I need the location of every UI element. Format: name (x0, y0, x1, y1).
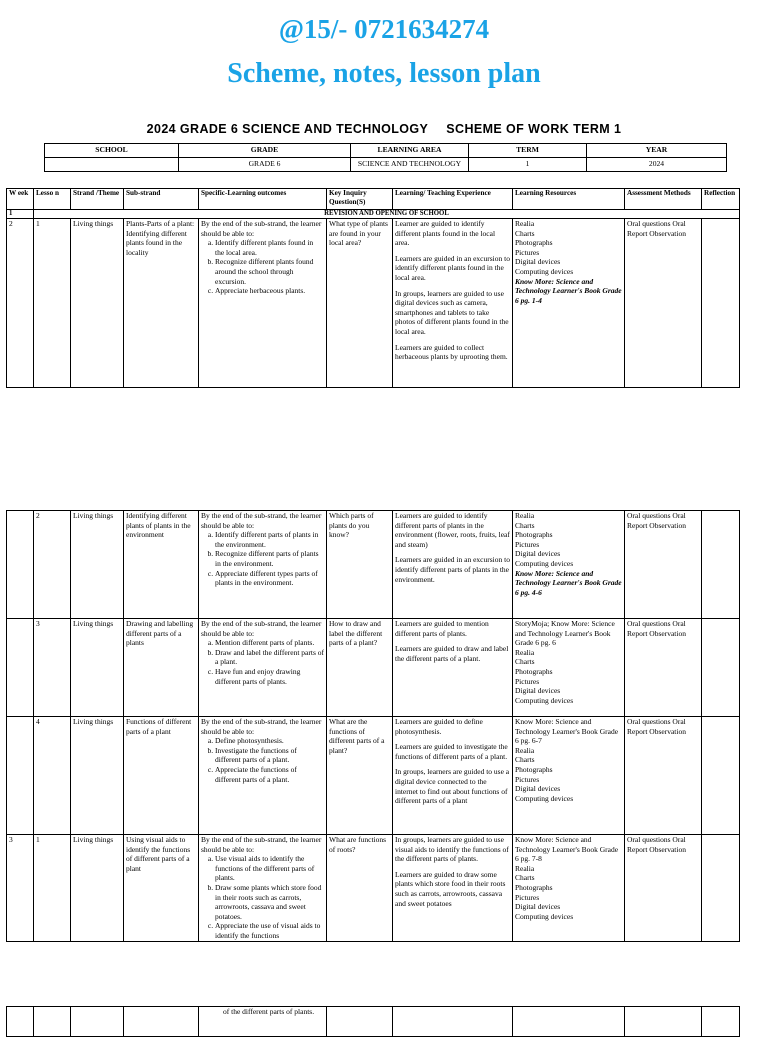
resource-item: Digital devices (515, 257, 561, 267)
cell-reflection (702, 717, 740, 835)
resource-item: Know More: Science and Technology Learner's Book Grade 6 pg. 7-8 (515, 835, 619, 864)
cell-reflection (702, 835, 740, 942)
resource-book: Know More: Science and Technology Learner's Book Grade 6 pg. 4-6 (515, 568, 622, 597)
resource-item: Pictures (515, 539, 540, 549)
header-strand: Strand /Theme (71, 189, 124, 210)
cell-assessment: Oral questions Oral Report Observation (625, 717, 702, 835)
cell-resources (513, 219, 625, 388)
outcome-intro: By the end of the sub-strand, the learner should be able to: (201, 717, 322, 736)
experience-item: Learners are guided to mention different parts of plants. (395, 619, 489, 638)
cell-resources (513, 717, 625, 835)
revision-week: 1 (7, 210, 34, 219)
resource-item: Digital devices (515, 686, 561, 696)
cell-lesson: 4 (34, 717, 71, 835)
outcome-item: b. Draw and label the different parts of a plant. (215, 648, 324, 667)
cell-substrand: Identifying different plants of plants in the environment (124, 511, 199, 619)
info-value-row (45, 158, 727, 172)
outcome-list (201, 238, 324, 296)
cell-assessment: Oral questions Oral Report Observation (625, 219, 702, 388)
outcome-item: b. Recognize different plants found around the school through excursion. (215, 257, 324, 286)
cell-outcomes (199, 717, 327, 835)
outcome-intro: By the end of the sub-strand, the learner should be able to: (201, 835, 322, 854)
experience-item: Learners are guided in an excursion to identify different plants found in the local area. (395, 253, 510, 282)
experience-item: Learners are guided to draw some plants which store food in their roots such as carrots, arrowroots, cassava and sweet potatoes (395, 869, 506, 908)
outcome-item: c. Appreciate different types parts of plants in the environment. (215, 569, 324, 588)
info-header-cell: SCHOOL (45, 144, 179, 158)
revision-row (7, 210, 740, 219)
cell-lesson: 1 (34, 219, 71, 388)
resource-book: Know More: Science and Technology Learner's Book Grade 6 pg. 1-4 (515, 276, 622, 305)
cell-resources (513, 619, 625, 717)
resource-item: Computing devices (515, 695, 574, 705)
resource-item: Digital devices (515, 902, 561, 912)
resource-item: Computing devices (515, 266, 574, 276)
resource-item: Realia (515, 863, 535, 873)
info-value-cell: 1 (469, 158, 587, 172)
outcome-list (201, 736, 324, 784)
cell-reflection (702, 219, 740, 388)
header-week: W eek (7, 189, 34, 210)
cell-week: 2 (7, 219, 34, 388)
info-value-cell (45, 158, 179, 172)
scheme-row (7, 717, 740, 835)
cell-strand: Living things (71, 511, 124, 619)
scheme-row (7, 219, 740, 388)
info-header-cell: YEAR (587, 144, 727, 158)
cell-outcomes (199, 835, 327, 942)
outcome-item: c. Have fun and enjoy drawing different parts of plants. (215, 667, 324, 686)
outcome-list (201, 638, 324, 686)
cell-lesson: 1 (34, 835, 71, 942)
cell-strand: Living things (71, 219, 124, 388)
header-resources: Learning Resources (513, 189, 625, 210)
resource-item: Photographs (515, 238, 553, 248)
outcome-item: a. Mention different parts of plants. (215, 638, 324, 648)
scheme-table-page-1 (6, 188, 740, 388)
cell-question: What type of plants are found in your local area? (327, 219, 393, 388)
resource-item: Know More: Science and Technology Learner's Book Grade 6 pg. 6-7 (515, 717, 619, 746)
cell-week (7, 619, 34, 717)
resource-item: Realia (515, 647, 535, 657)
subtitle-header: Scheme, notes, lesson plan (227, 58, 541, 89)
info-header-row (45, 144, 727, 158)
resource-item: Digital devices (515, 784, 561, 794)
resource-item: Realia (515, 511, 535, 520)
resource-item: Pictures (515, 676, 540, 686)
experience-item: In groups, learners are guided to use digital devices such as camera, smartphones and tablets to take photos of different plants found in the local area. (395, 288, 509, 336)
outcome-intro: By the end of the sub-strand, the learner should be able to: (201, 511, 322, 530)
cell-assessment: Oral questions Oral Report Observation (625, 619, 702, 717)
cell-question: What are the functions of different parts of a plant? (327, 717, 393, 835)
cell-resources (513, 511, 625, 619)
outcome-item: a. Identify different plants found in the local area. (215, 238, 324, 257)
experience-item: Learner are guided to identify different plants found in the local area. (395, 219, 496, 248)
header-lesson: Lesso n (34, 189, 71, 210)
header-reflection: Reflection (702, 189, 740, 210)
cell-week (7, 511, 34, 619)
experience-item: Learners are guided to draw and label the different parts of a plant. (395, 644, 509, 663)
header-substrand: Sub-strand (124, 189, 199, 210)
cell-experience (393, 619, 513, 717)
outcome-item: b. Draw some plants which store food in their roots such as carrots, arrowroots, cassava and sweet potatoes. (215, 883, 324, 921)
info-value-cell: SCIENCE AND TECHNOLOGY (351, 158, 469, 172)
outcome-item: a. Use visual aids to identify the functions of the different parts of plants. (215, 854, 324, 883)
cell-lesson: 3 (34, 619, 71, 717)
scheme-row (7, 511, 740, 619)
resource-item: Computing devices (515, 911, 574, 921)
info-header-cell: LEARNING AREA (351, 144, 469, 158)
cell-assessment: Oral questions Oral Report Observation (625, 835, 702, 942)
resource-item: Pictures (515, 892, 540, 902)
resource-item: Realia (515, 745, 535, 755)
cell-question: What are functions of roots? (327, 835, 393, 942)
info-header-cell: TERM (469, 144, 587, 158)
resource-item: Computing devices (515, 558, 574, 568)
cell-question: Which parts of plants do you know? (327, 511, 393, 619)
info-header-cell: GRADE (179, 144, 351, 158)
outcome-list (201, 530, 324, 588)
cell-reflection (702, 511, 740, 619)
cell-week: 3 (7, 835, 34, 942)
outcome-item: c. Appreciate the use of visual aids to identify the functions (215, 921, 324, 940)
cell-substrand: Using visual aids to identify the functions of different parts of a plant (124, 835, 199, 942)
scheme-table-page-3 (6, 1006, 740, 1037)
outcome-item: c. Appreciate herbaceous plants. (215, 286, 324, 296)
continuation-row (7, 1007, 740, 1037)
resource-item: Photographs (515, 530, 553, 540)
revision-text: REVISION AND OPENING OF SCHOOL (34, 210, 740, 219)
resource-item: Photographs (515, 666, 553, 676)
outcome-item: b. Investigate the functions of different parts of a plant. (215, 746, 324, 765)
resource-item: Computing devices (515, 793, 574, 803)
experience-item: In groups, learners are guided to use a digital device connected to the internet to find out about functions of different parts of a plant (395, 767, 510, 806)
resource-item: StoryMoja; Know More: Science and Technology Learner's Book Grade 6 pg. 6 (515, 619, 615, 648)
experience-item: Learners are guided in an excursion to identify different parts of plants in the environment. (395, 555, 510, 584)
cell-experience (393, 717, 513, 835)
resource-item: Charts (515, 755, 535, 765)
info-value-cell: 2024 (587, 158, 727, 172)
experience-item: In groups, learners are guided to use visual aids to identify the functions of the different parts of plants. (395, 835, 509, 864)
cell-question: How to draw and label the different parts of a plant? (327, 619, 393, 717)
resource-item: Charts (515, 657, 535, 667)
continuation-outcome (199, 1007, 327, 1037)
cell-strand: Living things (71, 619, 124, 717)
cell-outcomes (199, 619, 327, 717)
document-title (0, 122, 768, 136)
resource-item: Charts (515, 520, 535, 530)
header-experience: Learning/ Teaching Experience (393, 189, 513, 210)
scheme-row (7, 835, 740, 942)
cell-resources (513, 835, 625, 942)
cell-experience (393, 835, 513, 942)
header-assessment: Assessment Methods (625, 189, 702, 210)
resource-item: Charts (515, 873, 535, 883)
cell-lesson: 2 (34, 511, 71, 619)
cell-substrand: Plants-Parts of a plant: Identifying different plants found in the locality (124, 219, 199, 388)
document-title-right: SCHEME OF WORK TERM 1 (446, 122, 622, 136)
info-value-cell: GRADE 6 (179, 158, 351, 172)
outcome-item: c. Appreciate the functions of different parts of a plant. (215, 765, 324, 784)
experience-item: Learners are guided to define photosynthesis. (395, 717, 483, 736)
resource-item: Pictures (515, 247, 540, 257)
outcome-intro: By the end of the sub-strand, the learner should be able to: (201, 219, 322, 238)
resource-item: Realia (515, 219, 535, 228)
scheme-table-page-2 (6, 510, 740, 942)
info-table (44, 143, 727, 172)
cell-reflection (702, 619, 740, 717)
outcome-item: b. Recognize different parts of plants in the environment. (215, 549, 324, 568)
outcome-item: a. Identify different parts of plants in the environment. (215, 530, 324, 549)
cell-substrand: Drawing and labelling different parts of a plants (124, 619, 199, 717)
cell-experience (393, 511, 513, 619)
cell-week (7, 717, 34, 835)
resource-item: Digital devices (515, 549, 561, 559)
cell-assessment: Oral questions Oral Report Observation (625, 511, 702, 619)
continuation-outcome-text: of the different parts of plants. (223, 1007, 315, 1016)
document-title-left: 2024 GRADE 6 SCIENCE AND TECHNOLOGY (146, 122, 429, 136)
outcome-list (201, 854, 324, 940)
cell-substrand: Functions of different parts of a plant (124, 717, 199, 835)
resource-item: Pictures (515, 774, 540, 784)
scheme-row (7, 619, 740, 717)
cell-experience (393, 219, 513, 388)
resource-item: Photographs (515, 764, 553, 774)
experience-item: Learners are guided to investigate the functions of different parts of a plant. (395, 742, 508, 761)
contact-header: @15/- 0721634274 (278, 14, 490, 44)
outcome-intro: By the end of the sub-strand, the learner should be able to: (201, 619, 322, 638)
header-question: Key Inquiry Question(S) (327, 189, 393, 210)
cell-strand: Living things (71, 835, 124, 942)
cell-outcomes (199, 511, 327, 619)
resource-item: Charts (515, 228, 535, 238)
experience-item: Learners are guided to identify different parts of plants in the environment (flower, roots, fruits, leaf and steam) (395, 511, 510, 549)
cell-strand: Living things (71, 717, 124, 835)
experience-item: Learners are guided to collect herbaceous plants by uprooting them. (395, 342, 508, 362)
scheme-header-row (7, 189, 740, 210)
outcome-item: a. Define photosynthesis. (215, 736, 324, 746)
header-outcomes: Specific-Learning outcomes (199, 189, 327, 210)
resource-item: Photographs (515, 882, 553, 892)
cell-outcomes (199, 219, 327, 388)
